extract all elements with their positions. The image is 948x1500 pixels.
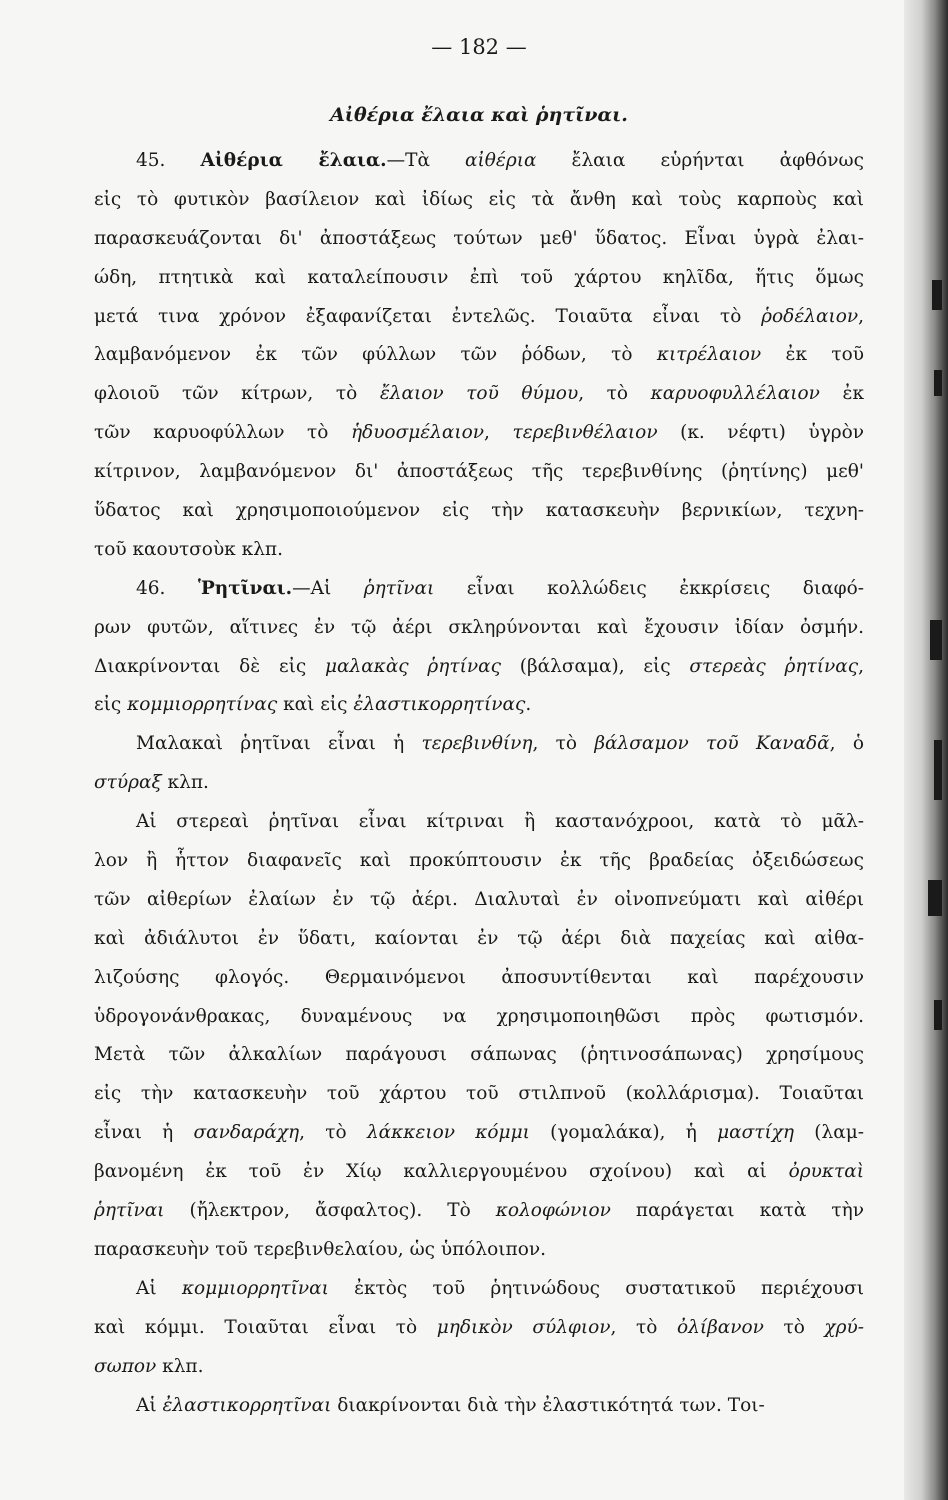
italic-term: βάλσαμον τοῦ Καναδᾶ <box>594 733 830 755</box>
text-line: Αἱ κομμιορρητῖναι ἐκτὸς τοῦ ῥητινώδους συστατικοῦ περιέχουσι <box>136 1277 864 1299</box>
text-line: εἶναι ἡ σανδαράχη, τὸ λάκκειον κόμμι (γομαλάκα), ἡ μαστίχη (λαμ- <box>94 1122 864 1144</box>
italic-term: λάκκειον κόμμι <box>366 1122 530 1144</box>
italic-term: καρυοφυλλέλαιον <box>650 383 820 405</box>
text-line: Μετὰ τῶν ἀλκαλίων παράγουσι σάπωνας (ῥητινοσάπωνας) χρησίμους <box>94 1044 864 1066</box>
paragraph <box>94 1270 864 1387</box>
page-edge-shadow <box>904 0 948 1500</box>
section-title: Αἰθέρια ἔλαια καὶ ῥητῖναι. <box>330 104 628 126</box>
italic-term: κιτρέλαιον <box>656 344 762 366</box>
text-line: καὶ κόμμι. Τοιαῦται εἶναι τὸ μηδικὸν σύλφιον, τὸ ὀλίβανον τὸ χρύ- <box>94 1316 864 1338</box>
text-line: κίτρινον, λαμβανόμενον δι' ἀποστάξεως τῆς τερεβινθίνης (ῥητίνης) μεθ' <box>94 461 864 483</box>
text-line: ρων φυτῶν, αἵτινες ἐν τῷ ἀέρι σκληρύνονται καὶ ἔχουσιν ἰδίαν ὀσμήν. <box>94 616 864 638</box>
italic-term: σανδαράχη <box>193 1122 300 1144</box>
body-text <box>94 142 864 1425</box>
italic-term: στερεὰς ῥητίνας <box>689 655 859 677</box>
italic-term: κομμιορρητῖναι <box>181 1277 329 1299</box>
text-line: εἰς τὴν κατασκευὴν τοῦ χάρτου τοῦ στιλπνοῦ (κολλάρισμα). Τοιαῦται <box>94 1083 864 1105</box>
italic-term: στύραξ <box>94 772 162 794</box>
text-line: Αἱ ἐλαστικορρητῖναι διακρίνονται διὰ τὴν ἐλαστικότητά των. Τοι- <box>136 1394 765 1416</box>
italic-term: κομμιορρητίνας <box>127 694 278 716</box>
text-line: λιζούσης φλογός. Θερμαινόμενοι ἀποσυντίθενται καὶ παρέχουσιν <box>94 966 864 988</box>
text-line: σωπον κλπ. <box>94 1355 204 1377</box>
page-text <box>94 28 864 1425</box>
bold-heading: Αἰθέρια ἔλαια. <box>200 150 387 171</box>
text-line: ὕδατος καὶ χρησιμοποιούμενον εἰς τὴν κατασκευὴν βερνικίων, τεχνη- <box>94 500 864 522</box>
text-line: ὑδρογονάνθρακας, δυναμένους να χρησιμοποιηθῶσι πρὸς φωτισμόν. <box>94 1005 864 1027</box>
text-line: παρασκευὴν τοῦ τερεβινθελαίου, ὡς ὑπόλοιπον. <box>94 1238 546 1260</box>
text-line: μετά τινα χρόνον ἐξαφανίζεται ἐντελῶς. Τοιαῦτα εἶναι τὸ ῥοδέλαιον, <box>94 305 864 327</box>
italic-term: μαλακὰς ῥητίνας <box>324 655 501 677</box>
italic-term: σωπον <box>94 1355 157 1377</box>
italic-term: ῥοδέλαιον <box>761 305 859 327</box>
text-line: εἰς τὸ φυτικὸν βασίλειον καὶ ἰδίως εἰς τὰ ἄνθη καὶ τοὺς καρποὺς καὶ <box>94 188 864 210</box>
text-line: καὶ ἀδιάλυτοι ἐν ὕδατι, καίονται ἐν τῷ ἀέρι διὰ παχείας καὶ αἰθα- <box>94 927 864 949</box>
text-line: ῥητῖναι (ἤλεκτρον, ἄσφαλτος). Τὸ κολοφώνιον παράγεται κατὰ τὴν <box>94 1200 864 1222</box>
text-line: παρασκευάζονται δι' ἀποστάξεως τούτων μεθ' ὕδατος. Εἶναι ὑγρὰ ἐλαι- <box>94 227 864 249</box>
italic-term: αἰθέρια <box>465 150 537 171</box>
text-line: τῶν καρυοφύλλων τὸ ἡδυοσμέλαιον, τερεβινθέλαιον (κ. νέφτι) ὑγρὸν <box>94 422 864 444</box>
italic-term: τερεβινθίνη <box>421 733 533 755</box>
text-line: τοῦ καουτσοὺκ κλπ. <box>94 538 283 560</box>
paragraph <box>94 803 864 1270</box>
text-line: εἰς κομμιορρητίνας καὶ εἰς ἐλαστικορρητίνας. <box>94 694 532 716</box>
italic-term: μαστίχη <box>717 1122 795 1144</box>
text-line: 46. Ῥητῖναι.—Αἱ ῥητῖναι εἶναι κολλώδεις ἐκκρίσεις διαφό- <box>136 577 864 599</box>
italic-term: ἔλαιον τοῦ θύμου <box>379 383 579 405</box>
paragraph <box>94 570 864 726</box>
paragraph <box>94 725 864 803</box>
bold-heading: Ῥητῖναι. <box>197 577 293 599</box>
italic-term: ἐλαστικορρητίνας <box>353 694 526 716</box>
text-line: ώδη, πτητικὰ καὶ καταλείπουσιν ἐπὶ τοῦ χάρτου κηλῖδα, ἥτις ὅμως <box>94 266 864 288</box>
text-line: Διακρίνονται δὲ εἰς μαλακὰς ῥητίνας (βάλσαμα), εἰς στερεὰς ῥητίνας, <box>94 655 864 677</box>
italic-term: ἡδυοσμέλαιον <box>350 422 485 444</box>
italic-term: ῥητῖναι <box>94 1200 165 1222</box>
italic-term: κολοφώνιον <box>495 1200 611 1222</box>
italic-term: ὀλίβανον <box>676 1316 764 1338</box>
text-line: Μαλακαὶ ῥητῖναι εἶναι ἡ τερεβινθίνη, τὸ βάλσαμον τοῦ Καναδᾶ, ὁ <box>136 733 864 755</box>
italic-term: τερεβινθέλαιον <box>512 422 658 444</box>
text-line: Αἱ στερεαὶ ῥητῖναι εἶναι κίτριναι ἢ καστανόχροοι, κατὰ τὸ μᾶλ- <box>136 811 864 833</box>
italic-term: ῥητῖναι <box>363 577 435 599</box>
italic-term: μηδικὸν σύλφιον <box>436 1316 611 1338</box>
text-line: λαμβανόμενον ἐκ τῶν φύλλων τῶν ῥόδων, τὸ κιτρέλαιον ἐκ τοῦ <box>94 344 864 366</box>
text-line: τῶν αἰθερίων ἐλαίων ἐν τῷ ἀέρι. Διαλυταὶ ἐν οἰνοπνεύματι καὶ αἰθέρι <box>94 888 864 910</box>
page-number: — 182 — <box>431 35 527 59</box>
text-line: βανομένη ἐκ τοῦ ἐν Χίῳ καλλιεργουμένου σχοίνου) καὶ αἱ ὀρυκταὶ <box>94 1161 864 1183</box>
text-line: λον ἢ ἧττον διαφανεῖς καὶ προκύπτουσιν ἐκ τῆς βραδείας ὀξειδώσεως <box>94 850 864 872</box>
text-line: φλοιοῦ τῶν κίτρων, τὸ ἔλαιον τοῦ θύμου, τὸ καρυοφυλλέλαιον ἐκ <box>94 383 864 405</box>
italic-term: ὀρυκταὶ <box>788 1161 864 1183</box>
italic-term: χρύ- <box>824 1316 864 1338</box>
italic-term: ἐλαστικορρητῖναι <box>162 1394 332 1416</box>
text-line: στύραξ κλπ. <box>94 772 209 794</box>
paragraph <box>94 1387 864 1426</box>
text-line: 45. Αἰθέρια ἔλαια.—Τὰ αἰθέρια ἔλαια εὑρήνται ἀφθόνως <box>136 150 864 171</box>
paragraph <box>94 142 864 570</box>
